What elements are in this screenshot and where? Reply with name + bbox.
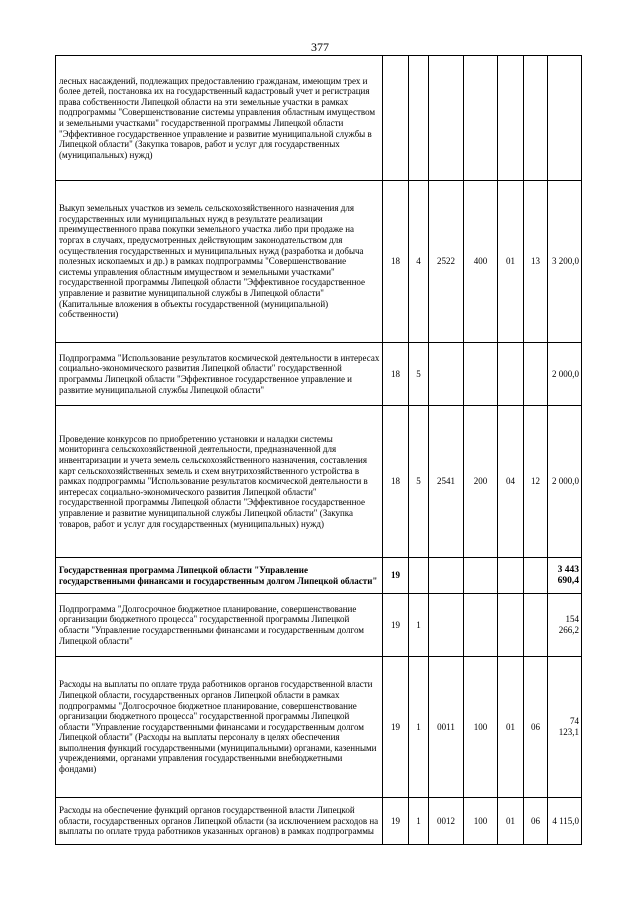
cell-ministry-code: 19 — [383, 594, 409, 657]
row-description: Подпрограмма "Долгосрочное бюджетное планирование, совершенствование организации бюджетного процесса" государственной программы Липецкой области "Управление государственными финансами и государственным долгом Липецкой области" — [56, 594, 383, 657]
cell-subprogram-code: 5 — [409, 343, 429, 406]
cell-section: 01 — [498, 657, 524, 798]
cell-section: 01 — [498, 798, 524, 845]
cell-subsection — [524, 343, 548, 406]
cell-target-article — [429, 594, 464, 657]
row-description: Государственная программа Липецкой области "Управление государственными финансами и государственным долгом Липецкой области" — [56, 558, 383, 594]
cell-subprogram-code — [409, 56, 429, 181]
cell-ministry-code — [383, 56, 409, 181]
cell-subprogram-code: 1 — [409, 657, 429, 798]
cell-expense-type: 100 — [464, 657, 498, 798]
cell-subprogram-code: 4 — [409, 181, 429, 343]
table-row — [56, 181, 582, 343]
cell-ministry-code: 18 — [383, 406, 409, 558]
budget-table — [55, 55, 582, 845]
cell-subprogram-code: 5 — [409, 406, 429, 558]
row-description: Расходы на выплаты по оплате труда работников органов государственной власти Липецкой области, государственных органов Липецкой области в рамках подпрограммы "Долгосрочное бюджетное планирование, совершенствование организации бюджетного процесса" государственной программы Липецкой области "Управление государственными финансами и государственным долгом Липецкой области" (Расходы на выплаты персоналу в целях обеспечения выполнения функций государственными (муниципальными) органами, казенными учреждениями, органами управления государственными внебюджетными фондами) — [56, 657, 383, 798]
cell-section: 04 — [498, 406, 524, 558]
row-description: Подпрограмма "Использование результатов космической деятельности в интересах социально-экономического развития Липецкой области" государственной программы Липецкой области "Эффективное государственное управление и развитие муниципальной службы Липецкой области" — [56, 343, 383, 406]
cell-expense-type: 200 — [464, 406, 498, 558]
cell-subsection — [524, 558, 548, 594]
cell-expense-type — [464, 343, 498, 406]
table-row — [56, 657, 582, 798]
cell-expense-type: 100 — [464, 798, 498, 845]
cell-section — [498, 56, 524, 181]
cell-ministry-code: 18 — [383, 343, 409, 406]
table-row — [56, 343, 582, 406]
cell-amount: 3 200,0 — [548, 181, 582, 343]
cell-amount: 74 123,1 — [548, 657, 582, 798]
cell-target-article — [429, 56, 464, 181]
cell-ministry-code: 19 — [383, 657, 409, 798]
cell-expense-type — [464, 594, 498, 657]
cell-section: 01 — [498, 181, 524, 343]
cell-target-article: 2522 — [429, 181, 464, 343]
table-row — [56, 56, 582, 181]
cell-subsection — [524, 594, 548, 657]
cell-expense-type — [464, 56, 498, 181]
cell-subsection: 13 — [524, 181, 548, 343]
cell-ministry-code: 19 — [383, 558, 409, 594]
cell-subsection: 06 — [524, 657, 548, 798]
table-row — [56, 594, 582, 657]
row-description: Проведение конкурсов по приобретению установки и наладки системы мониторинга сельскохозяйственной деятельности, предназначенной для инвентаризации и учета земель сельскохозяйственного назначения, составления карт сельскохозяйственных земель и схем внутрихозяйственного устройства в рамках подпрограммы "Использование результатов космической деятельности в интересах социально-экономического развития Липецкой области" государственной программы Липецкой области "Эффективное государственное управление и развитие муниципальной службы Липецкой области" (Закупка товаров, работ и услуг для государственных (муниципальных) нужд) — [56, 406, 383, 558]
row-description: Расходы на обеспечение функций органов государственной власти Липецкой области, государственных органов Липецкой области (за исключением расходов на выплаты по оплате труда работников указанных органов) в рамках подпрограммы — [56, 798, 383, 845]
cell-subsection — [524, 56, 548, 181]
row-description: Выкуп земельных участков из земель сельскохозяйственного назначения для государственных или муниципальных нужд в результате реализации преимущественного права покупки земельного участка либо при продаже на торгах в случаях, предусмотренных действующим законодательством для осуществления государственных и муниципальных нужд (разработка и добыча полезных ископаемых и др.) в рамках подпрограммы "Совершенствование системы управления областным имуществом и земельными участками" государственной программы Липецкой области "Эффективное государственное управление и развитие муниципальной службы в Липецкой области" (Капитальные вложения в объекты государственной (муниципальной) собственности) — [56, 181, 383, 343]
cell-amount: 3 443 690,4 — [548, 558, 582, 594]
cell-ministry-code: 19 — [383, 798, 409, 845]
cell-target-article: 0012 — [429, 798, 464, 845]
cell-subprogram-code — [409, 558, 429, 594]
page-number: 377 — [311, 40, 329, 54]
cell-section — [498, 558, 524, 594]
cell-amount: 2 000,0 — [548, 343, 582, 406]
cell-expense-type — [464, 558, 498, 594]
cell-subprogram-code: 1 — [409, 798, 429, 845]
cell-target-article: 0011 — [429, 657, 464, 798]
cell-subprogram-code: 1 — [409, 594, 429, 657]
cell-expense-type: 400 — [464, 181, 498, 343]
cell-ministry-code: 18 — [383, 181, 409, 343]
cell-amount: 154 266,2 — [548, 594, 582, 657]
table-row — [56, 798, 582, 845]
cell-amount — [548, 56, 582, 181]
cell-target-article — [429, 343, 464, 406]
table-row — [56, 406, 582, 558]
cell-target-article — [429, 558, 464, 594]
row-description: лесных насаждений, подлежащих предоставлению гражданам, имеющим трех и более детей, постановка их на государственный кадастровый учет и регистрация права собственности Липецкой области на эти земельные участки в рамках подпрограммы "Совершенствование системы управления областным имуществом и земельными участками" государственной программы Липецкой области "Эффективное государственное управление и развитие муниципальной службы в Липецкой области" (Закупка товаров, работ и услуг для государственных (муниципальных) нужд) — [56, 56, 383, 181]
cell-amount: 4 115,0 — [548, 798, 582, 845]
cell-target-article: 2541 — [429, 406, 464, 558]
cell-section — [498, 343, 524, 406]
cell-subsection: 12 — [524, 406, 548, 558]
table-row — [56, 558, 582, 594]
cell-subsection: 06 — [524, 798, 548, 845]
cell-amount: 2 000,0 — [548, 406, 582, 558]
cell-section — [498, 594, 524, 657]
